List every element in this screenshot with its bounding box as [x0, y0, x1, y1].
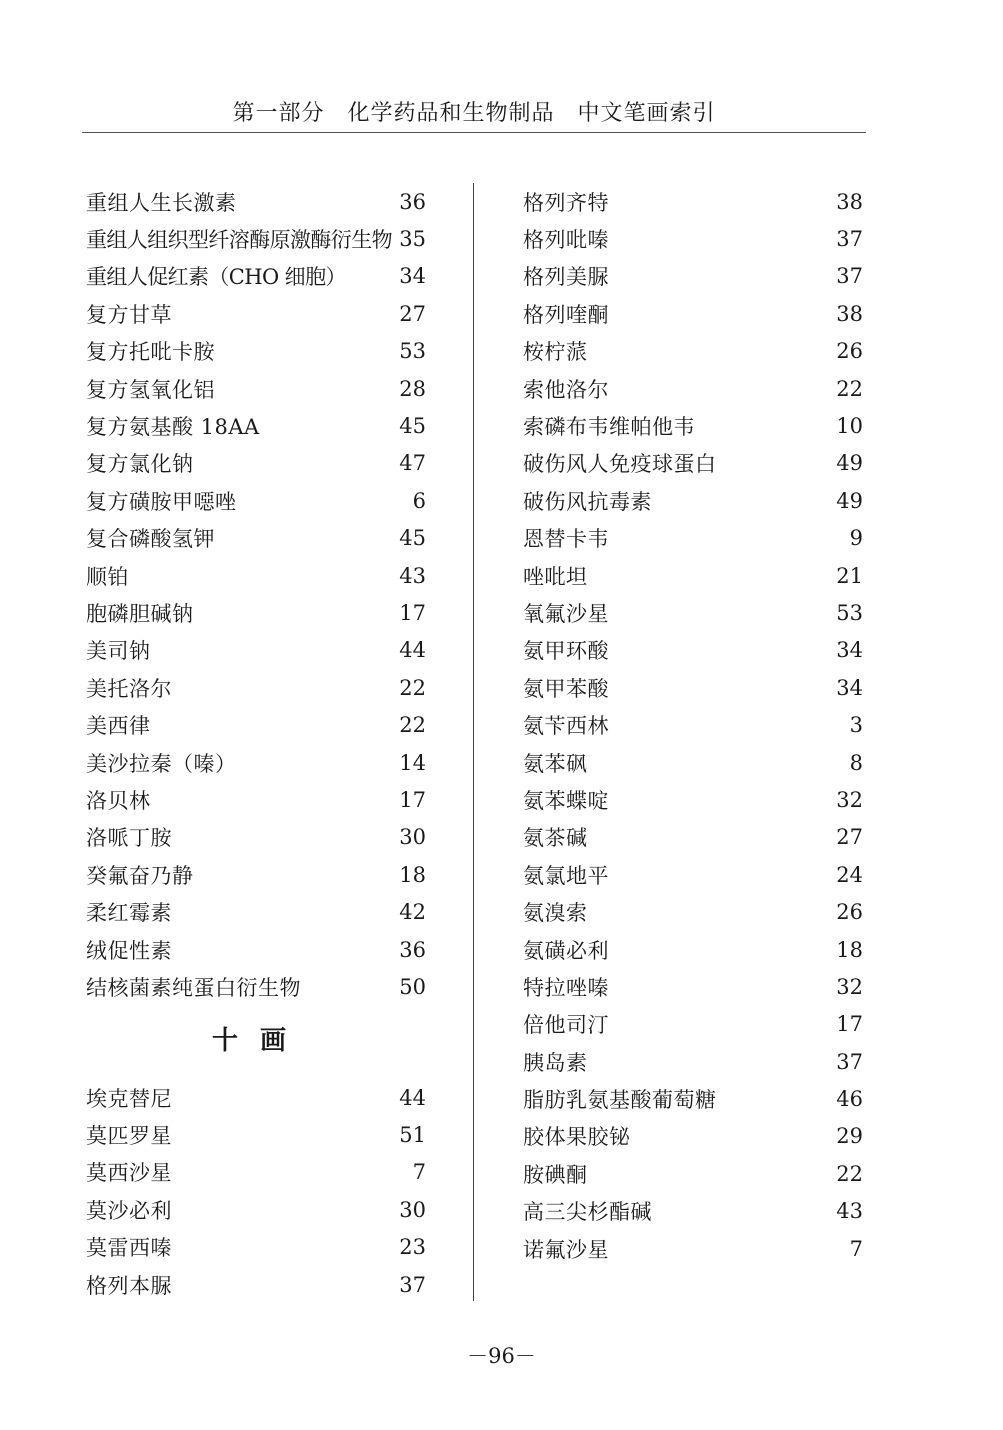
entry-name: 莫西沙星 [86, 1161, 172, 1186]
entry-name: 复合磷酸氢钾 [86, 527, 215, 552]
entry-page: 22 [836, 376, 863, 401]
entry-name: 复方甘草 [86, 302, 172, 327]
entry-page: 37 [836, 264, 863, 289]
index-entry [86, 258, 426, 295]
index-entry [523, 183, 863, 220]
entry-name: 氨甲环酸 [523, 639, 609, 664]
entry-name: 氧氟沙星 [523, 601, 609, 626]
index-entry [523, 333, 863, 370]
index-entry [86, 407, 426, 444]
entry-name: 氨茶碱 [523, 826, 588, 851]
section-heading: 十画 [211, 1026, 308, 1056]
index-entry [523, 482, 863, 519]
index-entry [523, 1043, 863, 1080]
index-column-left [86, 183, 426, 1006]
entry-page: 32 [836, 787, 863, 812]
index-entry [86, 295, 426, 332]
entry-name: 胶体果胶铋 [523, 1125, 631, 1150]
entry-name: 复方托吡卡胺 [86, 340, 215, 365]
entry-page: 7 [412, 1160, 426, 1185]
entry-page: 46 [836, 1087, 863, 1112]
index-entry [523, 1230, 863, 1267]
index-entry [86, 819, 426, 856]
index-entry [523, 1118, 863, 1155]
entry-page: 30 [399, 825, 426, 850]
index-entry [86, 706, 426, 743]
entry-page: 47 [399, 451, 426, 476]
entry-name: 结核菌素纯蛋白衍生物 [86, 975, 301, 1000]
entry-page: 22 [399, 713, 426, 738]
index-entry [523, 819, 863, 856]
index-entry [523, 781, 863, 818]
index-entry [86, 183, 426, 220]
entry-page: 44 [399, 1085, 426, 1110]
entry-name: 美托洛尔 [86, 676, 172, 701]
entry-page: 18 [836, 937, 863, 962]
entry-name: 唑吡坦 [523, 564, 588, 589]
index-entry [523, 445, 863, 482]
entry-name: 顺铂 [86, 564, 129, 589]
entry-page: 45 [399, 414, 426, 439]
index-entry [523, 520, 863, 557]
entry-page: 36 [399, 189, 426, 214]
entry-page: 9 [849, 526, 863, 551]
entry-name: 桉柠蒎 [523, 340, 588, 365]
index-entry [86, 744, 426, 781]
entry-page: 43 [399, 563, 426, 588]
entry-page: 30 [399, 1197, 426, 1222]
index-entry [523, 856, 863, 893]
entry-page: 21 [836, 563, 863, 588]
entry-page: 3 [849, 713, 863, 738]
index-entry [523, 557, 863, 594]
entry-name: 格列美脲 [523, 265, 609, 290]
entry-name: 莫雷西嗪 [86, 1236, 172, 1261]
entry-page: 29 [836, 1124, 863, 1149]
entry-name: 复方氢氧化铝 [86, 377, 215, 402]
entry-page: 10 [836, 414, 863, 439]
running-header: 第一部分 化学药品和生物制品 中文笔画索引 [232, 101, 716, 126]
entry-name: 埃克替尼 [86, 1086, 172, 1111]
entry-name: 美西律 [86, 714, 151, 739]
entry-name: 胞磷胆碱钠 [86, 601, 194, 626]
entry-page: 35 [399, 227, 426, 252]
index-entry [523, 632, 863, 669]
entry-name: 格列喹酮 [523, 302, 609, 327]
index-column-right [523, 183, 863, 1267]
entry-name: 脂肪乳氨基酸葡萄糖 [523, 1088, 717, 1113]
header-rule [82, 132, 866, 133]
index-entry [523, 1080, 863, 1117]
entry-page: 27 [836, 825, 863, 850]
entry-page: 6 [412, 488, 426, 513]
entry-page: 37 [836, 1049, 863, 1074]
entry-page: 53 [836, 600, 863, 625]
index-entry [86, 370, 426, 407]
entry-name: 索他洛尔 [523, 377, 609, 402]
index-entry [86, 333, 426, 370]
entry-page: 38 [836, 189, 863, 214]
index-entry [86, 1266, 426, 1303]
index-entry [86, 931, 426, 968]
entry-page: 38 [836, 301, 863, 326]
entry-page: 34 [836, 638, 863, 663]
entry-name: 莫沙必利 [86, 1198, 172, 1223]
index-entry [86, 520, 426, 557]
entry-name: 恩替卡韦 [523, 527, 609, 552]
entry-name: 重组人生长激素 [86, 190, 237, 215]
entry-name: 高三尖杉酯碱 [523, 1200, 652, 1225]
index-entry [523, 744, 863, 781]
entry-name: 洛贝林 [86, 788, 151, 813]
entry-page: 43 [836, 1199, 863, 1224]
entry-name: 格列齐特 [523, 190, 609, 215]
index-entry [86, 669, 426, 706]
entry-page: 17 [836, 1012, 863, 1037]
index-entry [86, 893, 426, 930]
index-entry [523, 931, 863, 968]
entry-name: 破伤风抗毒素 [523, 489, 652, 514]
entry-name: 癸氟奋乃静 [86, 863, 194, 888]
index-entry [523, 1193, 863, 1230]
entry-name: 氨苄西林 [523, 714, 609, 739]
entry-name: 美司钠 [86, 639, 151, 664]
entry-page: 50 [399, 974, 426, 999]
index-entry [523, 295, 863, 332]
entry-page: 14 [399, 750, 426, 775]
entry-page: 23 [399, 1235, 426, 1260]
entry-page: 32 [836, 974, 863, 999]
entry-page: 17 [399, 600, 426, 625]
entry-page: 37 [399, 1272, 426, 1297]
entry-page: 28 [399, 376, 426, 401]
entry-name: 复方氨基酸 18AA [86, 415, 260, 440]
entry-page: 24 [836, 862, 863, 887]
entry-page: 45 [399, 526, 426, 551]
entry-name: 重组人促红素（CHO 细胞） [86, 265, 346, 290]
entry-name: 胺碘酮 [523, 1162, 588, 1187]
index-entry [523, 370, 863, 407]
entry-page: 22 [836, 1161, 863, 1186]
index-entry [86, 856, 426, 893]
index-entry [86, 482, 426, 519]
entry-name: 氨溴索 [523, 901, 588, 926]
entry-page: 26 [836, 339, 863, 364]
entry-page: 42 [399, 900, 426, 925]
index-entry [523, 594, 863, 631]
index-entry [86, 1154, 426, 1191]
index-entry [86, 1229, 426, 1266]
entry-page: 34 [836, 675, 863, 700]
entry-page: 37 [836, 227, 863, 252]
index-entry [523, 407, 863, 444]
entry-name: 诺氟沙星 [523, 1237, 609, 1262]
index-column-left-section [86, 1079, 426, 1303]
index-entry [523, 968, 863, 1005]
entry-name: 倍他司汀 [523, 1013, 609, 1038]
index-entry [86, 1079, 426, 1116]
entry-page: 26 [836, 900, 863, 925]
index-entry [86, 968, 426, 1005]
entry-name: 特拉唑嗪 [523, 975, 609, 1000]
entry-name: 格列本脲 [86, 1273, 172, 1298]
entry-name: 氨甲苯酸 [523, 676, 609, 701]
column-divider [473, 183, 474, 1301]
index-entry [86, 1116, 426, 1153]
entry-page: 7 [849, 1236, 863, 1261]
entry-page: 49 [836, 488, 863, 513]
entry-name: 索磷布韦维帕他韦 [523, 415, 695, 440]
index-entry [86, 220, 426, 257]
index-entry [523, 258, 863, 295]
entry-page: 34 [399, 264, 426, 289]
entry-name: 复方氯化钠 [86, 452, 194, 477]
index-entry [523, 220, 863, 257]
entry-name: 洛哌丁胺 [86, 826, 172, 851]
entry-page: 17 [399, 787, 426, 812]
entry-name: 氨苯砜 [523, 751, 588, 776]
entry-page: 8 [849, 750, 863, 775]
entry-name: 氨磺必利 [523, 938, 609, 963]
index-entry [523, 706, 863, 743]
page-number: －96－ [467, 1344, 536, 1368]
entry-name: 破伤风人免疫球蛋白 [523, 452, 717, 477]
entry-name: 绒促性素 [86, 938, 172, 963]
index-entry [523, 1006, 863, 1043]
entry-name: 氨氯地平 [523, 863, 609, 888]
entry-name: 美沙拉秦（嗪） [86, 751, 237, 776]
entry-page: 27 [399, 301, 426, 326]
entry-page: 22 [399, 675, 426, 700]
index-entry [86, 1191, 426, 1228]
index-entry [523, 1155, 863, 1192]
index-entry [523, 893, 863, 930]
entry-page: 18 [399, 862, 426, 887]
index-entry [86, 557, 426, 594]
entry-page: 36 [399, 937, 426, 962]
entry-name: 格列吡嗪 [523, 228, 609, 253]
index-entry [523, 669, 863, 706]
entry-name: 重组人组织型纤溶酶原激酶衍生物 [86, 228, 392, 253]
entry-name: 莫匹罗星 [86, 1124, 172, 1149]
entry-page: 53 [399, 339, 426, 364]
entry-page: 51 [399, 1123, 426, 1148]
index-entry [86, 594, 426, 631]
entry-name: 复方磺胺甲噁唑 [86, 489, 237, 514]
entry-page: 49 [836, 451, 863, 476]
index-entry [86, 781, 426, 818]
entry-name: 柔红霉素 [86, 901, 172, 926]
entry-name: 氨苯蝶啶 [523, 788, 609, 813]
index-entry [86, 632, 426, 669]
index-entry [86, 445, 426, 482]
entry-page: 44 [399, 638, 426, 663]
entry-name: 胰岛素 [523, 1050, 588, 1075]
